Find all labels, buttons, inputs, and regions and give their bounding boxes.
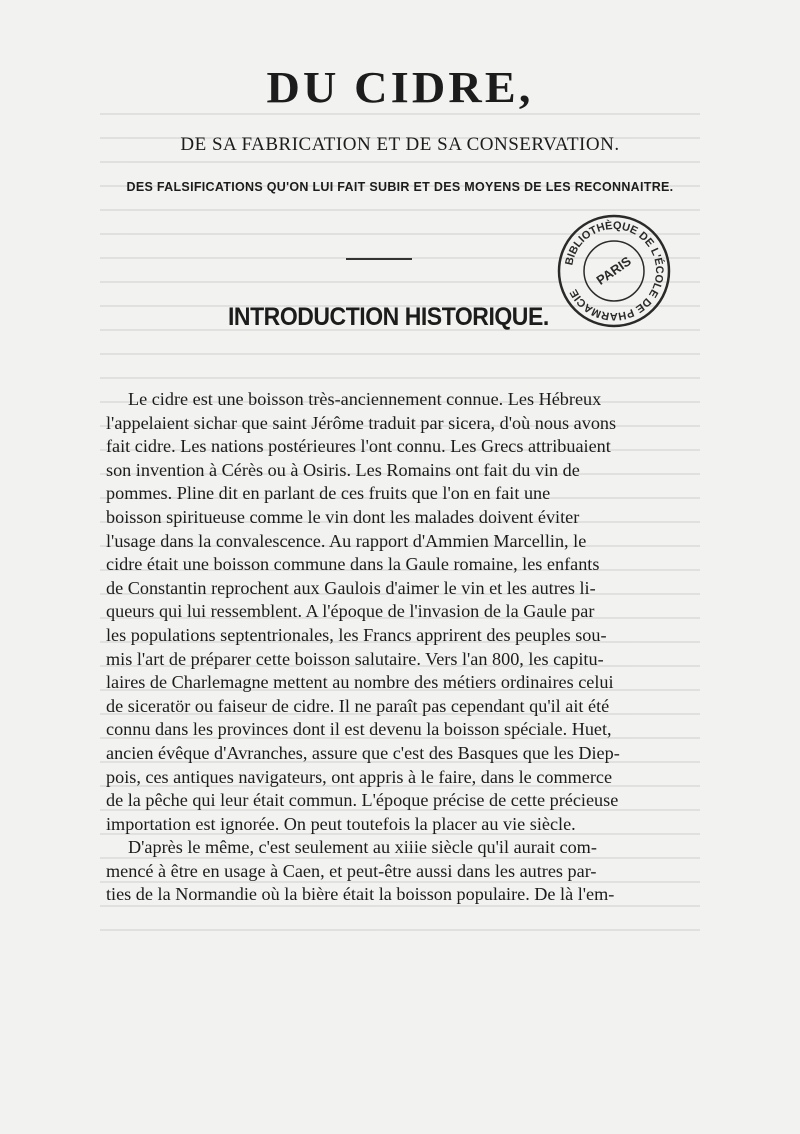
text-line: pommes. Pline dit en parlant de ces fruits que l'on en fait une — [106, 483, 551, 504]
text-line: ancien évêque d'Avranches, assure que c'est des Basques que les Diep- — [106, 742, 620, 763]
stamp-center-text: PARIS — [593, 253, 634, 288]
document-title: DU CIDRE, — [266, 63, 534, 112]
text-line: queurs qui lui ressemblent. A l'époque de l'invasion de la Gaule par — [106, 601, 595, 622]
section-heading: INTRODUCTION HISTORIQUE. — [228, 303, 549, 331]
text-line: l'appelaient sichar que saint Jérôme traduit par sicera, d'où nous avons — [106, 412, 617, 433]
text-line: de Constantin reprochent aux Gaulois d'aimer le vin et les autres li- — [106, 577, 596, 598]
text-line: pois, ces antiques navigateurs, ont appris à le faire, dans le commerce — [106, 766, 613, 787]
text-line: les populations septentrionales, les Francs apprirent des peuples sou- — [106, 624, 607, 645]
text-line: fait cidre. Les nations postérieures l'ont connu. Les Grecs attribuaient — [106, 436, 611, 457]
text-line: mencé à être en usage à Caen, et peut-être aussi dans les autres par- — [106, 860, 597, 881]
text-line: importation est ignorée. On peut toutefois la placer au vie siècle. — [106, 813, 576, 834]
text-line: boisson spiritueuse comme le vin dont les malades doivent éviter — [106, 506, 580, 527]
stamp-ring-text: BIBLIOTHÈQUE DE L'ÉCOLE DE PHARMACIE — [563, 219, 666, 323]
text-line: de la pêche qui leur était commun. L'époque précise de cette précieuse — [106, 790, 619, 811]
text-line: laires de Charlemagne mettent au nombre des métiers ordinaires celui — [106, 672, 614, 693]
text-line: connu dans les provinces dont il est devenu la boisson spéciale. Huet, — [106, 719, 612, 740]
text-line: D'après le même, c'est seulement au xiiie siècle qu'il aurait com- — [128, 837, 597, 858]
document-subtitle: DE SA FABRICATION ET DE SA CONSERVATION. — [180, 134, 620, 155]
document-subsubtitle: DES FALSIFICATIONS QU'ON LUI FAIT SUBIR ET DES MOYENS DE LES RECONNAITRE. — [126, 180, 674, 194]
paragraph-2 — [106, 836, 654, 907]
text-line: mis l'art de préparer cette boisson salutaire. Vers l'an 800, les capitu- — [106, 648, 604, 669]
body-text — [106, 388, 654, 907]
text-line: l'usage dans la convalescence. Au rapport d'Ammien Marcellin, le — [106, 530, 587, 551]
text-line: son invention à Cérès ou à Osiris. Les Romains ont fait du vin de — [106, 459, 580, 480]
text-line: ties de la Normandie où la bière était la boisson populaire. De là l'em- — [106, 884, 615, 905]
ornamental-rule — [346, 258, 412, 260]
text-line: cidre était une boisson commune dans la Gaule romaine, les enfants — [106, 554, 600, 575]
paragraph-1 — [106, 388, 654, 836]
library-stamp — [556, 213, 672, 329]
text-line: Le cidre est une boisson très-anciennement connue. Les Hébreux — [128, 389, 602, 409]
text-line: de siceratör ou faiseur de cidre. Il ne paraît pas cependant qu'il ait été — [106, 695, 610, 716]
